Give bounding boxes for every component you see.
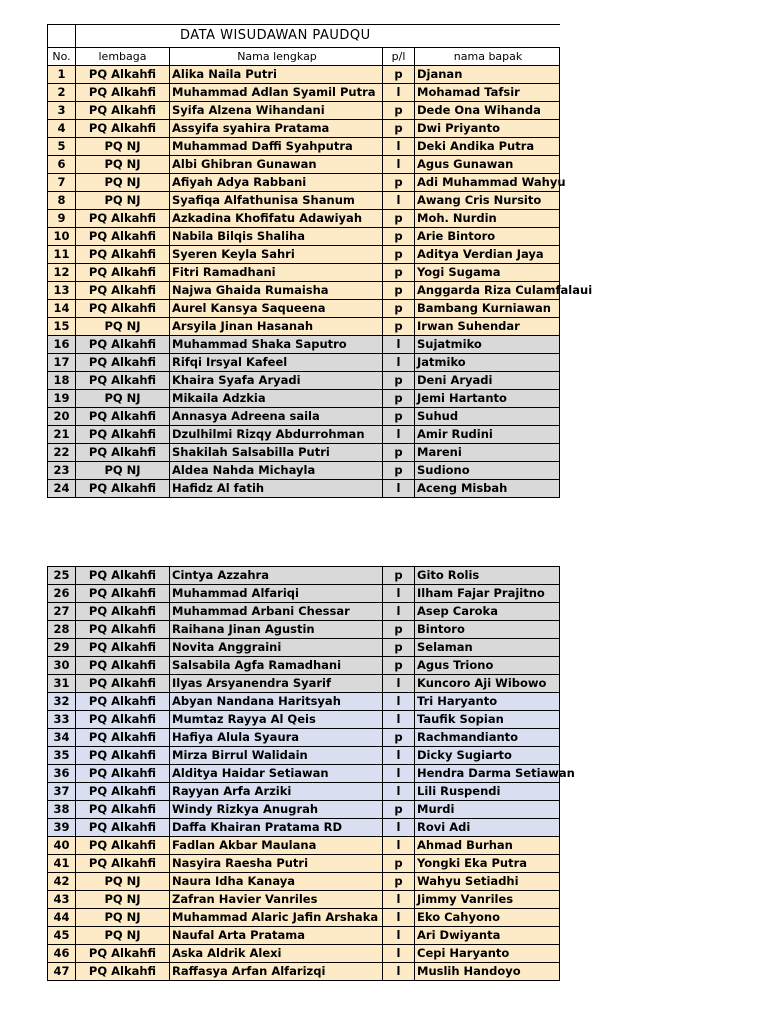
cell-no: 31 <box>48 675 76 693</box>
header-row <box>48 48 560 66</box>
cell-nama: Muhammad Shaka Saputro <box>170 336 383 354</box>
cell-no: 9 <box>48 210 76 228</box>
cell-bapak: Muslih Handoyo <box>415 963 560 981</box>
cell-pl: p <box>383 174 415 192</box>
cell-bapak: Cepi Haryanto <box>415 945 560 963</box>
cell-bapak: Jemi Hartanto <box>415 390 560 408</box>
cell-pl: p <box>383 390 415 408</box>
title-row <box>48 25 560 48</box>
table-row <box>48 480 560 498</box>
cell-lembaga: PQ NJ <box>76 873 170 891</box>
cell-no: 46 <box>48 945 76 963</box>
cell-no: 38 <box>48 801 76 819</box>
cell-lembaga: PQ NJ <box>76 174 170 192</box>
cell-nama: Muhammad Alfariqi <box>170 585 383 603</box>
cell-bapak: Yogi Sugama <box>415 264 560 282</box>
cell-nama: Syafiqa Alfathunisa Shanum <box>170 192 383 210</box>
table-row <box>48 963 560 981</box>
cell-bapak: Amir Rudini <box>415 426 560 444</box>
cell-nama: Azkadina Khofifatu Adawiyah <box>170 210 383 228</box>
cell-lembaga: PQ Alkahfi <box>76 480 170 498</box>
table-row <box>48 873 560 891</box>
cell-no: 6 <box>48 156 76 174</box>
cell-lembaga: PQ Alkahfi <box>76 729 170 747</box>
cell-no: 7 <box>48 174 76 192</box>
cell-bapak: Ilham Fajar Prajitno <box>415 585 560 603</box>
cell-bapak: Wahyu Setiadhi <box>415 873 560 891</box>
table-row <box>48 891 560 909</box>
table-row <box>48 408 560 426</box>
cell-no: 5 <box>48 138 76 156</box>
table-row <box>48 855 560 873</box>
cell-lembaga: PQ Alkahfi <box>76 801 170 819</box>
cell-bapak: Rovi Adi <box>415 819 560 837</box>
cell-nama: Alika Naila Putri <box>170 66 383 84</box>
cell-pl: p <box>383 66 415 84</box>
cell-pl: l <box>383 945 415 963</box>
table-row <box>48 174 560 192</box>
cell-nama: Najwa Ghaida Rumaisha <box>170 282 383 300</box>
cell-no: 32 <box>48 693 76 711</box>
cell-nama: Dzulhilmi Rizqy Abdurrohman <box>170 426 383 444</box>
cell-nama: Abyan Nandana Haritsyah <box>170 693 383 711</box>
cell-nama: Raffasya Arfan Alfarizqi <box>170 963 383 981</box>
cell-no: 36 <box>48 765 76 783</box>
cell-nama: Mirza Birrul Walidain <box>170 747 383 765</box>
cell-lembaga: PQ Alkahfi <box>76 855 170 873</box>
cell-bapak: Gito Rolis <box>415 567 560 585</box>
table-row <box>48 675 560 693</box>
cell-nama: Arsyila Jinan Hasanah <box>170 318 383 336</box>
cell-nama: Fitri Ramadhani <box>170 264 383 282</box>
cell-bapak: Tri Haryanto <box>415 693 560 711</box>
cell-lembaga: PQ Alkahfi <box>76 621 170 639</box>
cell-bapak: Sujatmiko <box>415 336 560 354</box>
cell-lembaga: PQ Alkahfi <box>76 300 170 318</box>
cell-nama: Rayyan Arfa Arziki <box>170 783 383 801</box>
table-row <box>48 444 560 462</box>
cell-pl: l <box>383 336 415 354</box>
cell-nama: Assyifa syahira Pratama <box>170 120 383 138</box>
cell-no: 4 <box>48 120 76 138</box>
cell-no: 44 <box>48 909 76 927</box>
cell-nama: Rifqi Irsyal Kafeel <box>170 354 383 372</box>
cell-nama: Muhammad Arbani Chessar <box>170 603 383 621</box>
table-row <box>48 603 560 621</box>
cell-lembaga: PQ Alkahfi <box>76 102 170 120</box>
cell-pl: l <box>383 480 415 498</box>
cell-lembaga: PQ NJ <box>76 891 170 909</box>
cell-nama: Albi Ghibran Gunawan <box>170 156 383 174</box>
cell-nama: Annasya Adreena saila <box>170 408 383 426</box>
cell-no: 28 <box>48 621 76 639</box>
cell-pl: p <box>383 408 415 426</box>
cell-pl: p <box>383 264 415 282</box>
cell-lembaga: PQ Alkahfi <box>76 444 170 462</box>
cell-nama: Zafran Havier Vanriles <box>170 891 383 909</box>
cell-bapak: Kuncoro Aji Wibowo <box>415 675 560 693</box>
cell-no: 24 <box>48 480 76 498</box>
cell-pl: l <box>383 426 415 444</box>
cell-pl: p <box>383 246 415 264</box>
table-row <box>48 819 560 837</box>
page-title: DATA WISUDAWAN PAUDQU <box>76 25 560 48</box>
cell-pl: p <box>383 444 415 462</box>
cell-bapak: Jimmy Vanriles <box>415 891 560 909</box>
cell-bapak: Ahmad Burhan <box>415 837 560 855</box>
cell-bapak: Asep Caroka <box>415 603 560 621</box>
cell-no: 20 <box>48 408 76 426</box>
cell-nama: Aurel Kansya Saqueena <box>170 300 383 318</box>
cell-bapak: Eko Cahyono <box>415 909 560 927</box>
cell-bapak: Djanan <box>415 66 560 84</box>
cell-nama: Daffa Khairan Pratama RD <box>170 819 383 837</box>
cell-pl: l <box>383 927 415 945</box>
cell-lembaga: PQ Alkahfi <box>76 747 170 765</box>
cell-nama: Salsabila Agfa Ramadhani <box>170 657 383 675</box>
cell-lembaga: PQ NJ <box>76 927 170 945</box>
cell-pl: p <box>383 567 415 585</box>
cell-pl: l <box>383 837 415 855</box>
table-row <box>48 426 560 444</box>
cell-nama: Nabila Bilqis Shaliha <box>170 228 383 246</box>
cell-nama: Fadlan Akbar Maulana <box>170 837 383 855</box>
cell-no: 41 <box>48 855 76 873</box>
cell-lembaga: PQ NJ <box>76 909 170 927</box>
table-row <box>48 567 560 585</box>
cell-no: 37 <box>48 783 76 801</box>
cell-no: 19 <box>48 390 76 408</box>
cell-lembaga: PQ NJ <box>76 462 170 480</box>
cell-lembaga: PQ Alkahfi <box>76 84 170 102</box>
cell-lembaga: PQ Alkahfi <box>76 657 170 675</box>
cell-no: 35 <box>48 747 76 765</box>
table-row <box>48 336 560 354</box>
table-row <box>48 300 560 318</box>
cell-nama: Syifa Alzena Wihandani <box>170 102 383 120</box>
cell-lembaga: PQ Alkahfi <box>76 372 170 390</box>
cell-bapak: Dicky Sugiarto <box>415 747 560 765</box>
table-row <box>48 318 560 336</box>
cell-lembaga: PQ NJ <box>76 318 170 336</box>
cell-bapak: Lili Ruspendi <box>415 783 560 801</box>
cell-no: 29 <box>48 639 76 657</box>
cell-no: 23 <box>48 462 76 480</box>
cell-no: 43 <box>48 891 76 909</box>
cell-pl: l <box>383 891 415 909</box>
cell-pl: l <box>383 819 415 837</box>
cell-lembaga: PQ Alkahfi <box>76 282 170 300</box>
table-row <box>48 801 560 819</box>
table-row <box>48 711 560 729</box>
table-row <box>48 210 560 228</box>
cell-bapak: Yongki Eka Putra <box>415 855 560 873</box>
cell-nama: Naufal Arta Pratama <box>170 927 383 945</box>
table-row <box>48 462 560 480</box>
cell-no: 10 <box>48 228 76 246</box>
cell-no: 12 <box>48 264 76 282</box>
cell-pl: p <box>383 855 415 873</box>
table-row <box>48 657 560 675</box>
cell-no: 47 <box>48 963 76 981</box>
table-row <box>48 909 560 927</box>
cell-nama: Mumtaz Rayya Al Qeis <box>170 711 383 729</box>
table-row <box>48 621 560 639</box>
cell-no: 18 <box>48 372 76 390</box>
graduates-table-2 <box>47 566 575 981</box>
table-row <box>48 747 560 765</box>
cell-pl: l <box>383 675 415 693</box>
table-row <box>48 66 560 84</box>
table-row <box>48 264 560 282</box>
cell-no: 14 <box>48 300 76 318</box>
cell-pl: l <box>383 765 415 783</box>
cell-lembaga: PQ Alkahfi <box>76 639 170 657</box>
cell-bapak: Moh. Nurdin <box>415 210 560 228</box>
cell-bapak: Awang Cris Nursito <box>415 192 560 210</box>
header-no: No. <box>48 48 76 66</box>
cell-nama: Ilyas Arsyanendra Syarif <box>170 675 383 693</box>
table-row <box>48 192 560 210</box>
cell-lembaga: PQ Alkahfi <box>76 783 170 801</box>
header-lembaga: lembaga <box>76 48 170 66</box>
cell-nama: Muhammad Adlan Syamil Putra <box>170 84 383 102</box>
cell-lembaga: PQ Alkahfi <box>76 66 170 84</box>
cell-bapak: Mareni <box>415 444 560 462</box>
cell-bapak: Suhud <box>415 408 560 426</box>
cell-nama: Syeren Keyla Sahri <box>170 246 383 264</box>
cell-lembaga: PQ Alkahfi <box>76 354 170 372</box>
cell-no: 34 <box>48 729 76 747</box>
table-row <box>48 84 560 102</box>
cell-lembaga: PQ Alkahfi <box>76 246 170 264</box>
cell-bapak: Agus Gunawan <box>415 156 560 174</box>
cell-bapak: Deki Andika Putra <box>415 138 560 156</box>
table-row <box>48 120 560 138</box>
cell-bapak: Rachmandianto <box>415 729 560 747</box>
cell-nama: Hafidz Al fatih <box>170 480 383 498</box>
cell-lembaga: PQ Alkahfi <box>76 336 170 354</box>
cell-lembaga: PQ Alkahfi <box>76 264 170 282</box>
cell-bapak: Dwi Priyanto <box>415 120 560 138</box>
table-row <box>48 693 560 711</box>
cell-nama: Cintya Azzahra <box>170 567 383 585</box>
cell-no: 26 <box>48 585 76 603</box>
cell-pl: p <box>383 801 415 819</box>
cell-no: 22 <box>48 444 76 462</box>
cell-no: 27 <box>48 603 76 621</box>
cell-lembaga: PQ Alkahfi <box>76 120 170 138</box>
cell-lembaga: PQ Alkahfi <box>76 210 170 228</box>
cell-pl: p <box>383 372 415 390</box>
cell-nama: Naura Idha Kanaya <box>170 873 383 891</box>
cell-no: 1 <box>48 66 76 84</box>
table-row <box>48 102 560 120</box>
table-row <box>48 837 560 855</box>
cell-nama: Muhammad Alaric Jafin Arshaka <box>170 909 383 927</box>
table-row <box>48 228 560 246</box>
cell-no: 15 <box>48 318 76 336</box>
cell-no: 45 <box>48 927 76 945</box>
cell-lembaga: PQ NJ <box>76 138 170 156</box>
cell-lembaga: PQ Alkahfi <box>76 837 170 855</box>
cell-pl: p <box>383 102 415 120</box>
cell-pl: p <box>383 657 415 675</box>
cell-pl: l <box>383 909 415 927</box>
cell-lembaga: PQ Alkahfi <box>76 426 170 444</box>
cell-pl: p <box>383 210 415 228</box>
cell-lembaga: PQ Alkahfi <box>76 603 170 621</box>
header-pl: p/l <box>383 48 415 66</box>
header-bapak: nama bapak <box>415 48 560 66</box>
cell-bapak: Irwan Suhendar <box>415 318 560 336</box>
cell-pl: l <box>383 963 415 981</box>
table-row <box>48 927 560 945</box>
cell-bapak: Murdi <box>415 801 560 819</box>
cell-bapak: Deni Aryadi <box>415 372 560 390</box>
cell-bapak: Adi Muhammad Wahyu <box>415 174 560 192</box>
cell-pl: l <box>383 192 415 210</box>
cell-pl: l <box>383 711 415 729</box>
cell-pl: l <box>383 783 415 801</box>
cell-no: 13 <box>48 282 76 300</box>
cell-nama: Alditya Haidar Setiawan <box>170 765 383 783</box>
table-row <box>48 765 560 783</box>
cell-pl: l <box>383 693 415 711</box>
cell-pl: l <box>383 354 415 372</box>
cell-no: 3 <box>48 102 76 120</box>
cell-pl: l <box>383 84 415 102</box>
cell-no: 21 <box>48 426 76 444</box>
table-row <box>48 246 560 264</box>
cell-nama: Nasyira Raesha Putri <box>170 855 383 873</box>
cell-no: 16 <box>48 336 76 354</box>
cell-bapak: Aceng Misbah <box>415 480 560 498</box>
cell-pl: p <box>383 318 415 336</box>
cell-lembaga: PQ Alkahfi <box>76 675 170 693</box>
cell-nama: Muhammad Daffi Syahputra <box>170 138 383 156</box>
cell-no: 42 <box>48 873 76 891</box>
cell-nama: Windy Rizkya Anugrah <box>170 801 383 819</box>
table-row <box>48 372 560 390</box>
cell-pl: p <box>383 729 415 747</box>
cell-no: 11 <box>48 246 76 264</box>
cell-pl: p <box>383 621 415 639</box>
cell-bapak: Sudiono <box>415 462 560 480</box>
cell-nama: Novita Anggraini <box>170 639 383 657</box>
cell-bapak: Selaman <box>415 639 560 657</box>
cell-bapak: Bambang Kurniawan <box>415 300 560 318</box>
cell-nama: Mikaila Adzkia <box>170 390 383 408</box>
cell-lembaga: PQ Alkahfi <box>76 711 170 729</box>
cell-pl: l <box>383 747 415 765</box>
cell-pl: p <box>383 120 415 138</box>
table-row <box>48 783 560 801</box>
table-row <box>48 729 560 747</box>
cell-nama: Khaira Syafa Aryadi <box>170 372 383 390</box>
cell-bapak: Arie Bintoro <box>415 228 560 246</box>
table-row <box>48 639 560 657</box>
cell-lembaga: PQ Alkahfi <box>76 585 170 603</box>
cell-pl: l <box>383 603 415 621</box>
graduates-table-1 <box>47 24 593 498</box>
cell-no: 8 <box>48 192 76 210</box>
cell-bapak: Jatmiko <box>415 354 560 372</box>
cell-lembaga: PQ Alkahfi <box>76 228 170 246</box>
cell-bapak: Anggarda Riza Culamfalaui <box>415 282 560 300</box>
table-row <box>48 390 560 408</box>
cell-pl: p <box>383 228 415 246</box>
cell-pl: l <box>383 156 415 174</box>
cell-no: 30 <box>48 657 76 675</box>
cell-bapak: Taufik Sopian <box>415 711 560 729</box>
table-row <box>48 585 560 603</box>
table-row <box>48 138 560 156</box>
cell-lembaga: PQ Alkahfi <box>76 408 170 426</box>
cell-pl: l <box>383 138 415 156</box>
cell-bapak: Dede Ona Wihanda <box>415 102 560 120</box>
cell-no: 2 <box>48 84 76 102</box>
cell-bapak: Agus Triono <box>415 657 560 675</box>
header-nama: Nama lengkap <box>170 48 383 66</box>
cell-lembaga: PQ NJ <box>76 390 170 408</box>
cell-nama: Aldea Nahda Michayla <box>170 462 383 480</box>
cell-lembaga: PQ Alkahfi <box>76 819 170 837</box>
cell-no: 33 <box>48 711 76 729</box>
cell-nama: Afiyah Adya Rabbani <box>170 174 383 192</box>
table-row <box>48 354 560 372</box>
cell-bapak: Ari Dwiyanta <box>415 927 560 945</box>
cell-lembaga: PQ NJ <box>76 192 170 210</box>
cell-pl: p <box>383 282 415 300</box>
cell-bapak: Bintoro <box>415 621 560 639</box>
cell-pl: p <box>383 300 415 318</box>
cell-lembaga: PQ NJ <box>76 156 170 174</box>
table-row <box>48 945 560 963</box>
cell-no: 39 <box>48 819 76 837</box>
cell-lembaga: PQ Alkahfi <box>76 765 170 783</box>
cell-nama: Aska Aldrik Alexi <box>170 945 383 963</box>
cell-pl: p <box>383 873 415 891</box>
cell-pl: p <box>383 639 415 657</box>
cell-pl: l <box>383 585 415 603</box>
cell-no: 40 <box>48 837 76 855</box>
cell-bapak: Hendra Darma Setiawan <box>415 765 560 783</box>
cell-nama: Hafiya Alula Syaura <box>170 729 383 747</box>
cell-lembaga: PQ Alkahfi <box>76 693 170 711</box>
table-row <box>48 156 560 174</box>
cell-lembaga: PQ Alkahfi <box>76 963 170 981</box>
cell-pl: p <box>383 462 415 480</box>
cell-no: 17 <box>48 354 76 372</box>
cell-no: 25 <box>48 567 76 585</box>
cell-nama: Shakilah Salsabilla Putri <box>170 444 383 462</box>
cell-nama: Raihana Jinan Agustin <box>170 621 383 639</box>
cell-lembaga: PQ Alkahfi <box>76 567 170 585</box>
table-row <box>48 282 560 300</box>
cell-bapak: Mohamad Tafsir <box>415 84 560 102</box>
cell-bapak: Aditya Verdian Jaya <box>415 246 560 264</box>
cell-lembaga: PQ Alkahfi <box>76 945 170 963</box>
